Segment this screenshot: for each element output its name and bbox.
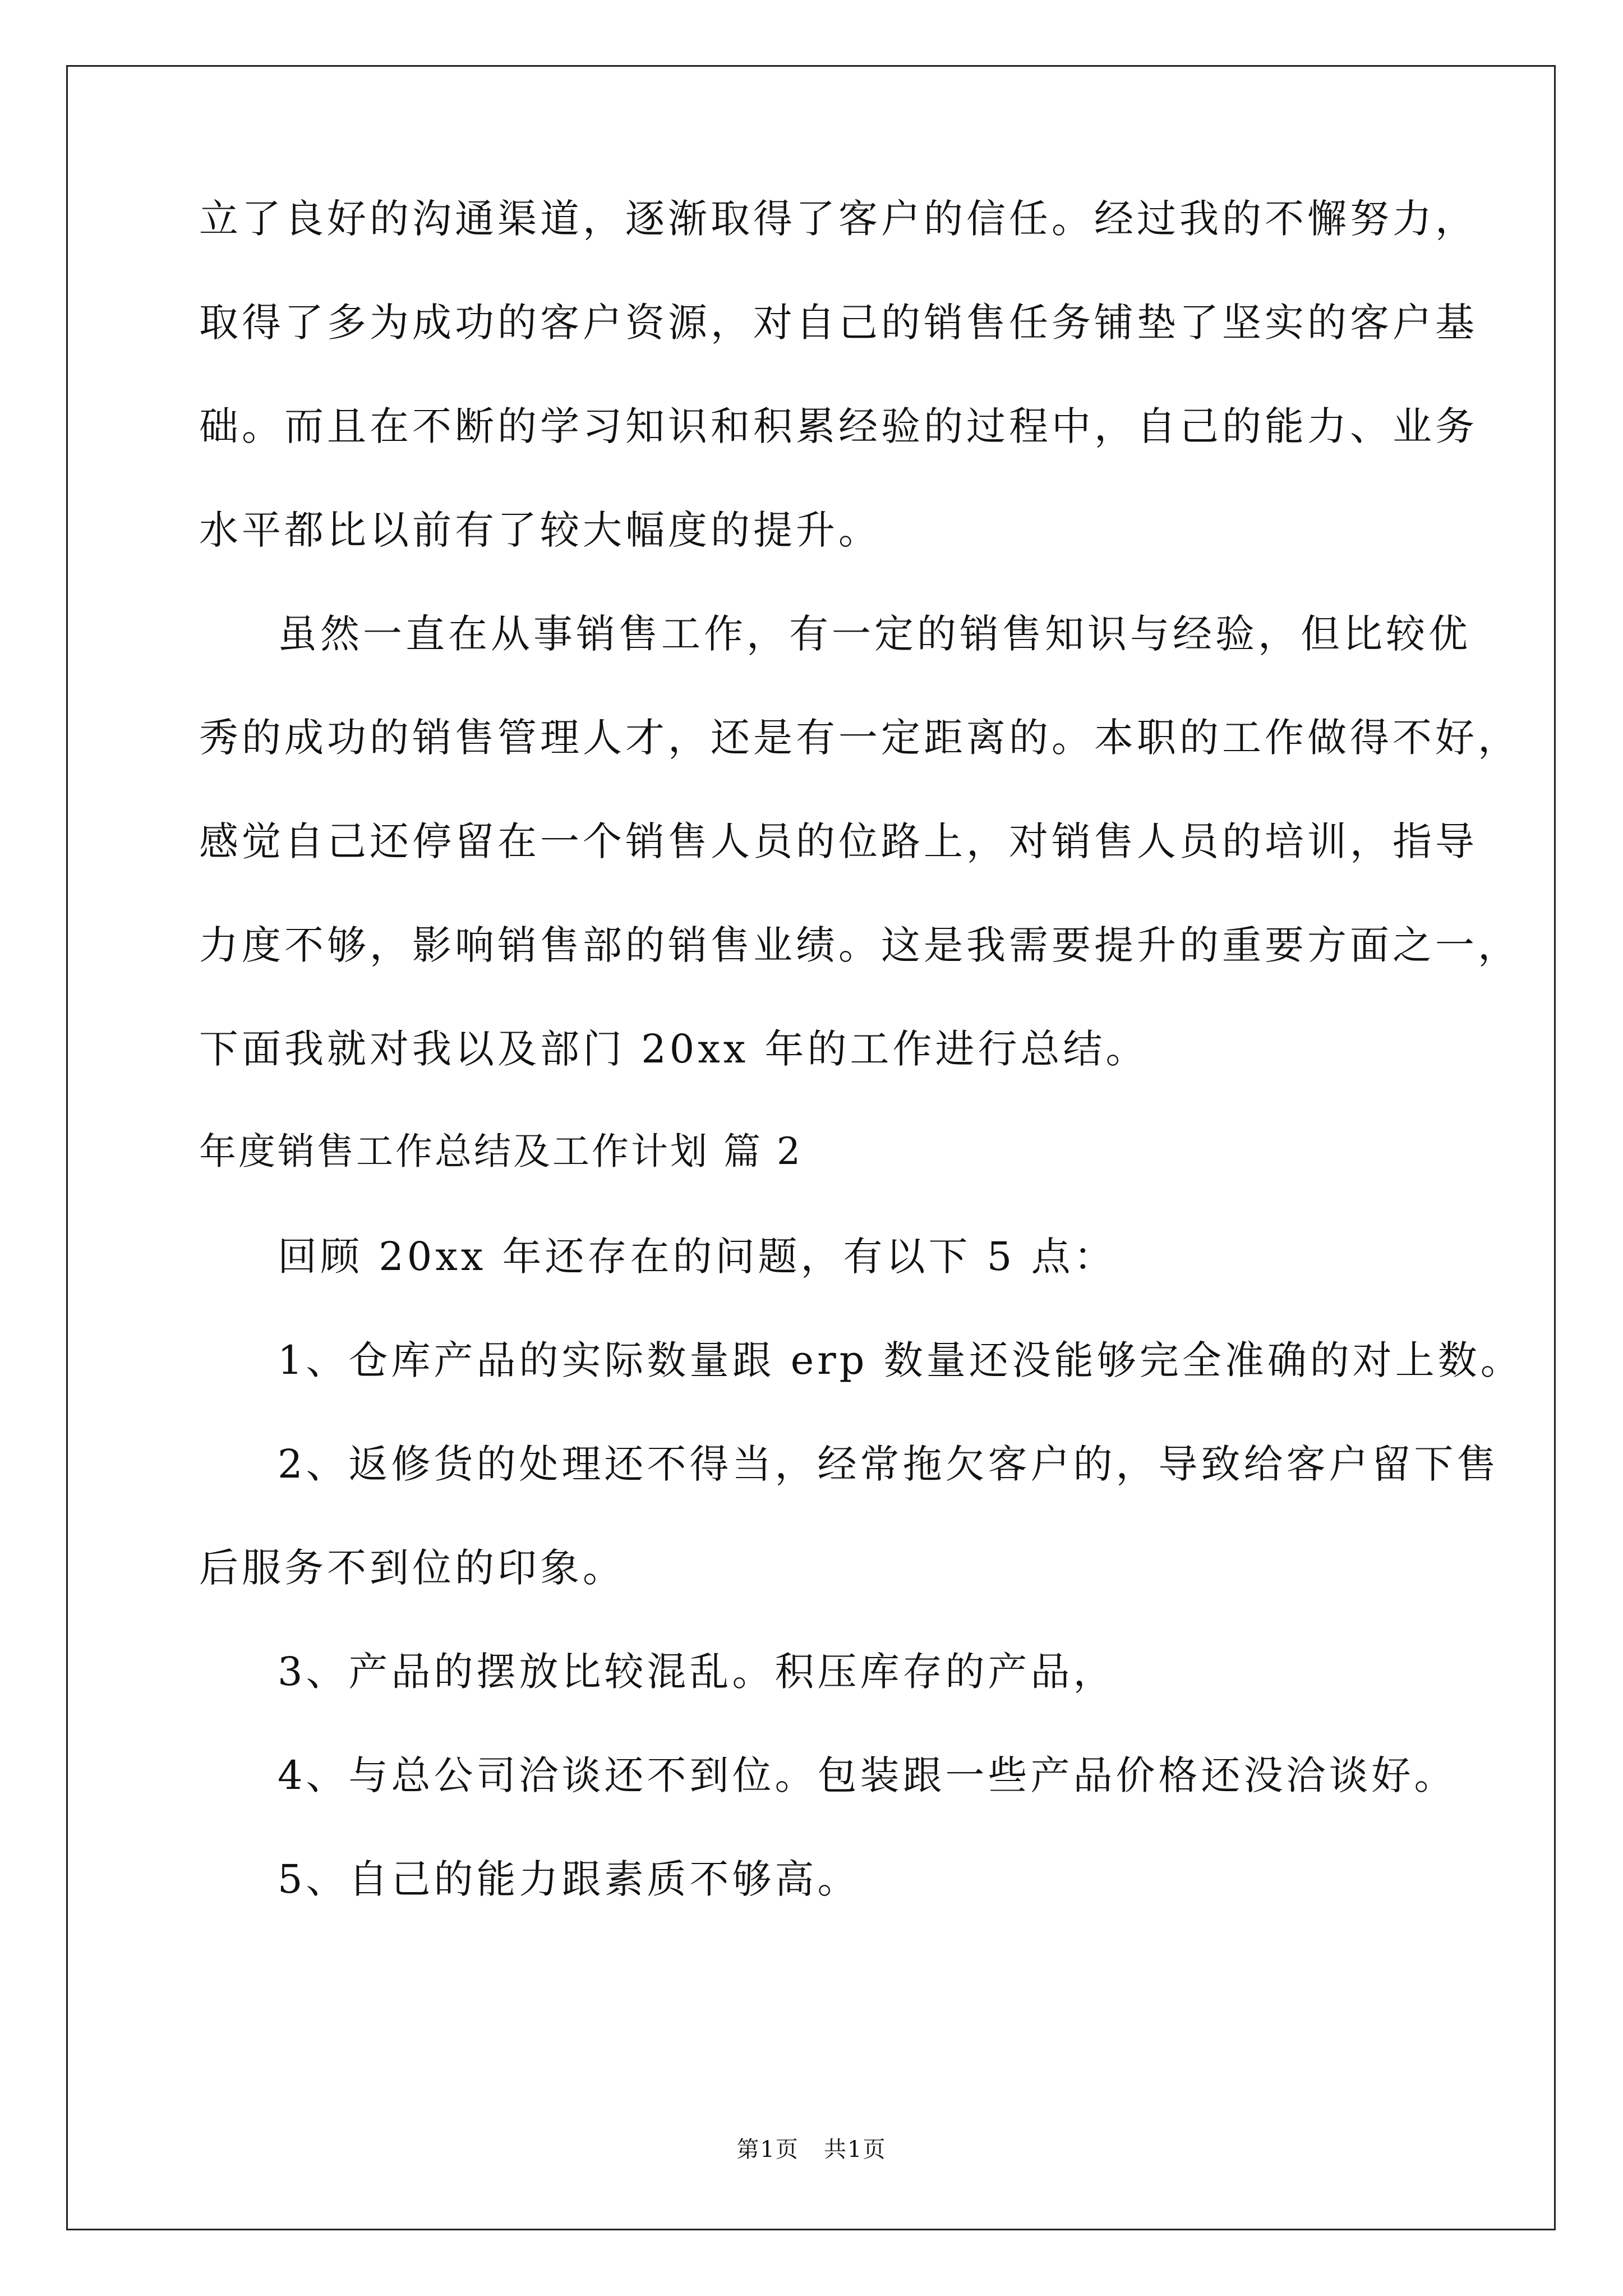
list-item-continuation: 后服务不到位的印象。 xyxy=(199,1545,625,1591)
paragraph-line: 立了良好的沟通渠道，逐渐取得了客户的信任。经过我的不懈努力， xyxy=(199,196,1478,242)
section-heading: 年度销售工作总结及工作计划 篇 2 xyxy=(199,1130,803,1173)
list-item: 5、自己的能力跟素质不够高。 xyxy=(278,1856,860,1902)
paragraph-line: 感觉自己还停留在一个销售人员的位路上，对销售人员的培训，指导 xyxy=(199,818,1478,864)
paragraph-line: 础。而且在不断的学习知识和积累经验的过程中，自己的能力、业务 xyxy=(199,403,1478,449)
intro-line: 回顾 20xx 年还存在的问题，有以下 5 点： xyxy=(278,1234,1117,1280)
paragraph-line: 虽然一直在从事销售工作，有一定的销售知识与经验，但比较优 xyxy=(278,611,1471,657)
page-footer: 第1页 共1页 xyxy=(736,2137,887,2162)
paragraph-line: 力度不够，影响销售部的销售业绩。这是我需要提升的重要方面之一， xyxy=(199,922,1520,968)
list-item: 2、返修货的处理还不得当，经常拖欠客户的，导致给客户留下售 xyxy=(278,1441,1500,1487)
paragraph-line: 取得了多为成功的客户资源，对自己的销售任务铺垫了坚实的客户基 xyxy=(199,300,1478,346)
list-item: 3、产品的摆放比较混乱。积压库存的产品， xyxy=(278,1649,1116,1695)
list-item: 4、与总公司洽谈还不到位。包装跟一些产品价格还没洽谈好。 xyxy=(278,1752,1457,1798)
paragraph-line: 秀的成功的销售管理人才，还是有一定距离的。本职的工作做得不好， xyxy=(199,715,1520,761)
paragraph-line: 下面我就对我以及部门 20xx 年的工作进行总结。 xyxy=(199,1026,1149,1072)
list-item: 1、仓库产品的实际数量跟 erp 数量还没能够完全准确的对上数。 xyxy=(278,1337,1523,1383)
paragraph-line: 水平都比以前有了较大幅度的提升。 xyxy=(199,507,881,553)
